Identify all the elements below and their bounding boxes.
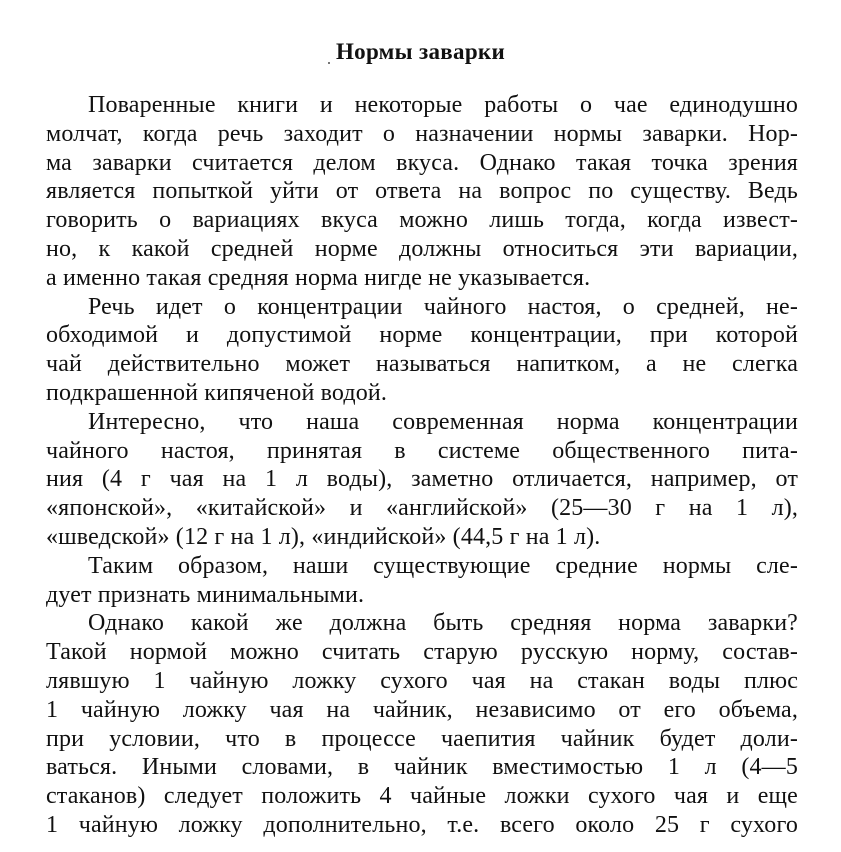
text-line: ния (4 г чая на 1 л воды), заметно отличается, например, от — [46, 466, 798, 493]
paragraph-2 — [46, 293, 798, 408]
text-line: Однако какой же должна быть средняя норма заварки? — [88, 610, 798, 637]
print-speck — [328, 62, 330, 64]
text-line: но, к какой средней норме должны относиться эти вариации, — [46, 235, 798, 262]
text-line: говорить о вариациях вкуса можно лишь тогда, когда извест- — [46, 207, 798, 234]
text-line: при условии, что в процессе чаепития чайник будет доли- — [46, 725, 798, 752]
text-line: подкрашенной кипяченой водой. — [46, 379, 388, 406]
text-line: Речь идет о концентрации чайного настоя, о средней, не- — [88, 293, 798, 320]
text-line: Такой нормой можно считать старую русскую норму, состав- — [46, 639, 798, 666]
text-line: чайного настоя, принятая в системе общественного пита- — [46, 437, 798, 464]
text-line: Таким образом, наши существующие средние нормы сле- — [88, 552, 798, 579]
text-line: «японской», «китайской» и «английской» (25—30 г на 1 л), — [46, 495, 798, 522]
text-line: а именно такая средняя норма нигде не указывается. — [46, 264, 591, 291]
text-line: лявшую 1 чайную ложку сухого чая на стакан воды плюс — [46, 667, 798, 694]
text-line: Поваренные книги и некоторые работы о чае единодушно — [88, 92, 798, 118]
text-line: обходимой и допустимой норме концентрации, при которой — [46, 322, 798, 349]
text-line: ма заварки считается делом вкуса. Однако такая точка зрения — [46, 149, 798, 176]
text-line: является попыткой уйти от ответа на вопрос по существу. Ведь — [46, 178, 798, 205]
text-line: 1 чайную ложку дополнительно, т.е. всего около 25 г сухого — [46, 811, 798, 838]
text-line: «шведской» (12 г на 1 л), «индийской» (44,5 г на 1 л). — [46, 523, 601, 550]
text-line: Интересно, что наша современная норма концентрации — [88, 408, 798, 435]
article-body — [46, 91, 798, 840]
paragraph-5 — [46, 609, 798, 839]
section-title: Нормы заварки — [335, 39, 506, 64]
text-line: 1 чайную ложку чая на чайник, независимо от его объема, — [46, 696, 798, 723]
text-line: стаканов) следует положить 4 чайные ложки сухого чая и еще — [46, 783, 798, 810]
paragraph-1 — [46, 91, 798, 293]
paragraph-3 — [46, 408, 798, 552]
paragraph-4 — [46, 552, 798, 610]
text-line: дует признать минимальными. — [46, 581, 365, 608]
text-line: молчат, когда речь заходит о назначении нормы заварки. Нор- — [46, 120, 798, 147]
text-line: ваться. Иными словами, в чайник вместимостью 1 л (4—5 — [46, 754, 798, 781]
text-line: чай действительно может называться напитком, а не слегка — [46, 351, 798, 378]
